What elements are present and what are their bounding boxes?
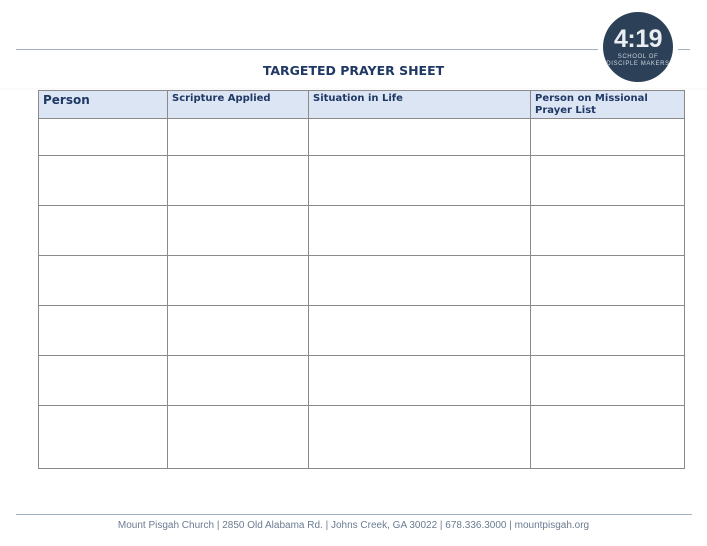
table-cell[interactable]: [39, 119, 168, 156]
table-cell[interactable]: [168, 256, 309, 306]
table-cell[interactable]: [168, 306, 309, 356]
table-cell[interactable]: [531, 406, 685, 469]
table-row: [39, 156, 685, 206]
table-cell[interactable]: [531, 306, 685, 356]
footer-contact: Mount Pisgah Church | 2850 Old Alabama Rd. | Johns Creek, GA 30022 | 678.336.3000 | mountpisgah.org: [117, 520, 590, 531]
table-cell[interactable]: [531, 156, 685, 206]
table-cell[interactable]: [39, 256, 168, 306]
table-cell[interactable]: [309, 356, 531, 406]
header-row: [39, 91, 685, 119]
table-cell[interactable]: [531, 206, 685, 256]
table-row: [39, 206, 685, 256]
page-title: TARGETED PRAYER SHEET: [262, 63, 445, 78]
table-cell[interactable]: [309, 206, 531, 256]
table-row: [39, 406, 685, 469]
footer-divider: [16, 514, 692, 515]
table-cell[interactable]: [309, 156, 531, 206]
header-divider: [16, 49, 598, 50]
column-header-missional: Person on Missional Prayer List: [531, 91, 685, 119]
table-cell[interactable]: [168, 206, 309, 256]
table-cell[interactable]: [168, 119, 309, 156]
table-cell[interactable]: [309, 306, 531, 356]
table-cell[interactable]: [39, 206, 168, 256]
table-cell[interactable]: [39, 306, 168, 356]
table-cell[interactable]: [168, 356, 309, 406]
table-cell[interactable]: [531, 119, 685, 156]
table-cell[interactable]: [168, 156, 309, 206]
table-cell[interactable]: [39, 156, 168, 206]
table-row: [39, 119, 685, 156]
column-header-person: Person: [39, 91, 168, 119]
prayer-table: [38, 90, 685, 469]
header-divider-right: [678, 49, 690, 50]
table-cell[interactable]: [168, 406, 309, 469]
table-cell[interactable]: [531, 356, 685, 406]
table-cell[interactable]: [39, 406, 168, 469]
logo-number: 4:19: [613, 24, 663, 53]
table-row: [39, 256, 685, 306]
logo-line-1: SCHOOL OF: [617, 53, 659, 60]
table-cell[interactable]: [309, 119, 531, 156]
table-cell[interactable]: [39, 356, 168, 406]
column-header-scripture: Scripture Applied: [168, 91, 309, 119]
logo-line-2: DISCIPLE MAKERS: [606, 60, 670, 67]
column-header-situation: Situation in Life: [309, 91, 531, 119]
table-cell[interactable]: [531, 256, 685, 306]
table-cell[interactable]: [309, 256, 531, 306]
table-row: [39, 306, 685, 356]
table-row: [39, 356, 685, 406]
table-cell[interactable]: [309, 406, 531, 469]
